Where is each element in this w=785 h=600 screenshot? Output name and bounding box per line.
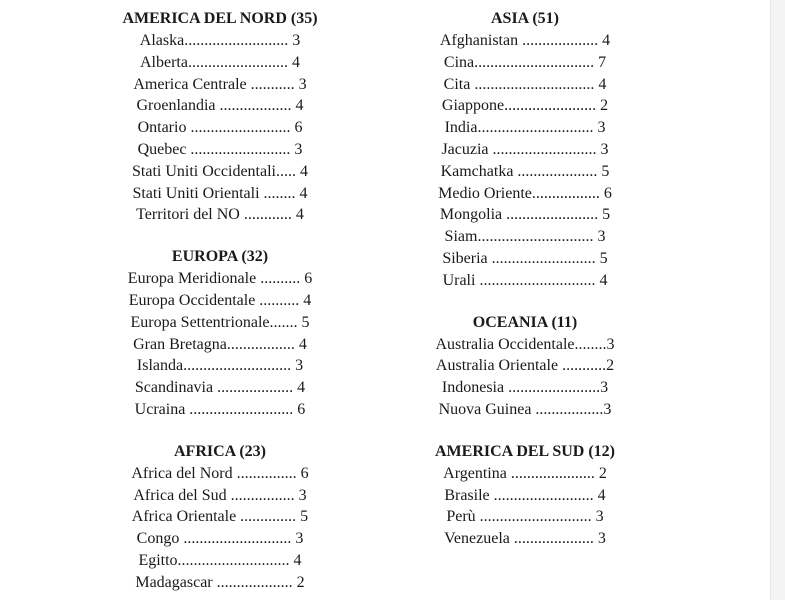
territory-entry: Siam............................. 3 — [444, 228, 606, 246]
territory-entry: Indonesia .......................3 — [441, 379, 609, 397]
territory-entry: Alberta......................... 4 — [140, 53, 300, 71]
territory-entry: Europa Meridionale .......... 6 — [127, 270, 313, 288]
section-asia — [405, 8, 645, 292]
territory-entry: Gran Bretagna................. 4 — [133, 335, 307, 353]
territory-entry: Ucraina .......................... 6 — [134, 400, 306, 418]
territory-entry: Australia Occidentale........3 — [435, 335, 615, 353]
territory-entry: Scandinavia ................... 4 — [134, 379, 306, 397]
territory-entry: Australia Orientale ...........2 — [435, 357, 615, 375]
section-europe — [100, 246, 340, 421]
section-title: AFRICA (23) — [174, 442, 266, 460]
territory-entry: Venezuela .................... 3 — [444, 530, 606, 548]
section-title: OCEANIA (11) — [472, 313, 578, 331]
territory-entry: India............................. 3 — [444, 119, 606, 137]
section-south-america — [405, 441, 645, 550]
territory-entry: Afghanistan ................... 4 — [439, 32, 611, 49]
section-oceania — [405, 312, 645, 421]
territory-entry: Europa Occidentale .......... 4 — [128, 291, 312, 309]
territory-entry: Mongolia ....................... 5 — [439, 206, 611, 224]
page-edge — [770, 0, 785, 600]
territory-entry: Islanda........................... 3 — [136, 357, 304, 375]
territory-entry: Africa del Sud ................ 3 — [133, 486, 307, 504]
territory-entry: Europa Settentrionale....... 5 — [130, 313, 310, 331]
territory-entry: Urali ............................. 4 — [442, 271, 608, 289]
territory-entry: America Centrale ........... 3 — [133, 75, 307, 93]
section-title: AMERICA DEL SUD (12) — [434, 442, 615, 460]
territory-entry: Cina.............................. 7 — [443, 53, 607, 71]
territory-entry: Groenlandia .................. 4 — [136, 97, 304, 115]
territory-entry: Alaska.......................... 3 — [139, 32, 301, 49]
territory-entry: Giappone....................... 2 — [441, 97, 609, 115]
territory-entry: Siberia .......................... 5 — [442, 249, 608, 267]
section-title: AMERICA DEL NORD (35) — [122, 10, 318, 27]
right-column — [405, 8, 645, 550]
territory-entry: Brasile ......................... 4 — [444, 486, 606, 504]
territory-entry: Jacuzia .......................... 3 — [441, 140, 609, 158]
section-title: EUROPA (32) — [171, 248, 269, 266]
territory-entry: Cita .............................. 4 — [443, 75, 607, 93]
territory-entry: Madagascar ................... 2 — [135, 573, 305, 591]
section-north-america — [100, 8, 340, 226]
territory-entry: Territori del NO ............ 4 — [136, 206, 304, 224]
territory-entry: Medio Oriente................. 6 — [438, 184, 612, 202]
section-title: ASIA (51) — [490, 10, 559, 27]
territory-entry: Ontario ......................... 6 — [137, 119, 303, 137]
territory-entry: Kamchatka .................... 5 — [440, 162, 610, 180]
territory-entry: Nuova Guinea .................3 — [438, 400, 612, 418]
territory-entry: Argentina ..................... 2 — [443, 464, 607, 482]
territory-entry: Stati Uniti Orientali ........ 4 — [132, 184, 308, 202]
territory-entry: Africa del Nord ............... 6 — [131, 464, 309, 482]
left-column — [100, 8, 340, 594]
section-africa — [100, 441, 340, 594]
territory-entry: Quebec ......................... 3 — [137, 140, 303, 158]
territory-entry: Congo ........................... 3 — [136, 530, 304, 548]
territory-entry: Stati Uniti Occidentali..... 4 — [132, 162, 308, 180]
territory-entry: Perù ............................ 3 — [446, 508, 604, 526]
territory-entry: Africa Orientale .............. 5 — [131, 508, 309, 526]
territory-entry: Egitto............................ 4 — [138, 551, 302, 569]
